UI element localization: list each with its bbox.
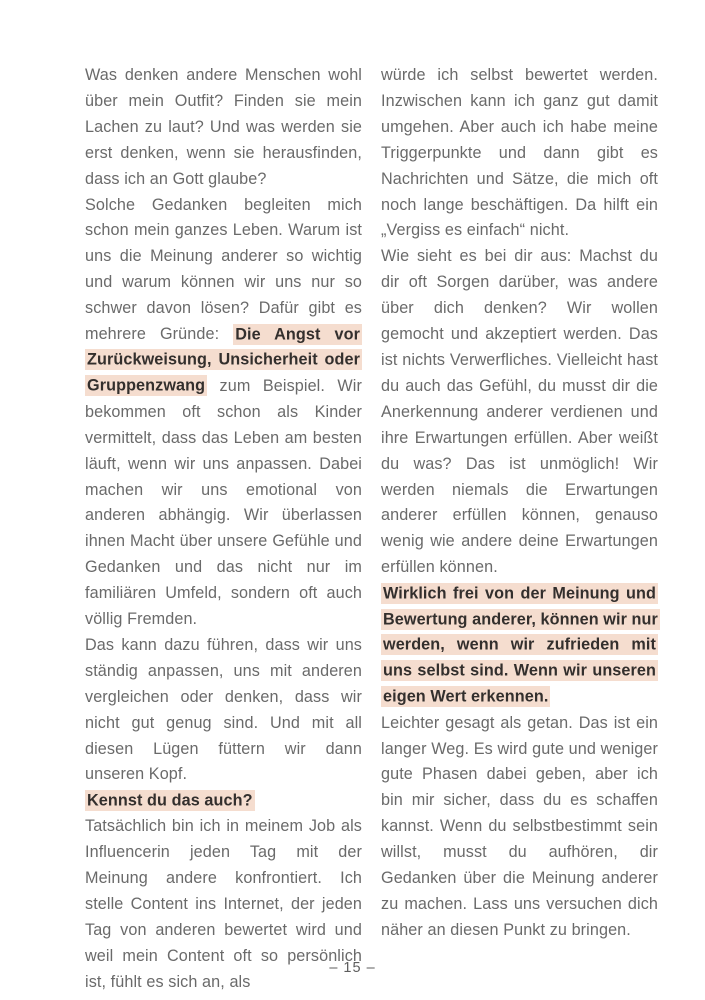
body-text: zum Beispiel. Wir bekommen oft schon als Kinder vermittelt, dass das Leben am besten läuft, wenn wir uns anpassen. Dabei machen wir uns emotional von anderen abhängig. Wir überlassen ihnen Macht über unsere Gefühle und Gedanken und das nicht nur im familiären Umfeld, sondern oft auch völlig Fremden.: [85, 376, 362, 629]
paragraph-wirklich-frei-highlight: [381, 581, 658, 711]
text-column-right: [381, 63, 658, 996]
paragraph-solche-gedanken: [85, 193, 362, 633]
highlighted-text: Kennst du das auch?: [87, 791, 253, 810]
highlighted-text: Die Angst vor Zurückweisung, Unsicherheit oder Gruppenzwang: [87, 325, 360, 395]
body-text: Tatsächlich bin ich in meinem Job als Influencerin jeden Tag mit der Meinung andere konfrontiert. Ich stelle Content ins Internet, der jeden Tag von anderen bewertet wird und weil mein Content oft so persönlich ist, fühlt es sich an, als: [85, 817, 362, 991]
body-text: Leichter gesagt als getan. Das ist ein langer Weg. Es wird gute und weniger gute Phasen dabei geben, aber ich bin mir sicher, dass du es schaffen kannst. Wenn du selbstbestimmt sein willst, musst du aufhören, dir Gedanken über die Meinung anderer zu machen. Lass uns versuchen dich näher an diesen Punkt zu bringen.: [381, 713, 658, 939]
heading-kennst-du-das-auch: [85, 788, 362, 814]
two-column-text-layout: [85, 63, 658, 996]
body-text: Solche Gedanken begleiten mich schon mein ganzes Leben. Warum ist uns die Meinung anderer so wichtig und warum können wir uns nur so schwer davon lösen? Dafür gibt es mehrere Gründe:: [85, 195, 362, 344]
body-text: würde ich selbst bewertet werden. Inzwischen kann ich ganz gut damit umgehen. Aber auch ich habe meine Triggerpunkte und dann gibt es Nachrichten und Sätze, die mich oft noch lange beschäftigen. Da hilft ein „Vergiss es einfach“ nicht.: [381, 66, 658, 240]
text-column-left: [85, 63, 362, 996]
paragraph-wie-sieht-es-bei-dir-aus: [381, 244, 658, 581]
paragraph-leichter-gesagt: [381, 711, 658, 944]
highlighted-text: Wirklich frei von der Meinung und Bewertung anderer, können wir nur werden, wenn wir zufrieden mit uns selbst sind. Wenn wir unseren eigen Wert erkennen.: [383, 584, 658, 706]
page-number: – 15 –: [329, 960, 376, 976]
paragraph-outfit-questions: [85, 63, 362, 193]
body-text: Was denken andere Menschen wohl über mein Outfit? Finden sie mein Lachen zu laut? Und was werden sie erst denken, wenn sie herausfinden, dass ich an Gott glaube?: [85, 66, 362, 188]
paragraph-selbst-bewertet: [381, 63, 658, 244]
paragraph-das-kann-dazu-fuehren: [85, 633, 362, 788]
body-text: Das kann dazu führen, dass wir uns ständig anpassen, uns mit anderen vergleichen oder denken, dass wir nicht gut genug sind. Und mit all diesen Lügen füttern wir dann unseren Kopf.: [85, 635, 362, 784]
body-text: Wie sieht es bei dir aus: Machst du dir oft Sorgen darüber, was andere über dich denken? Wir wollen gemocht und akzeptiert werden. Das ist nichts Verwerfliches. Vielleicht hast du auch das Gefühl, du musst dir die Anerkennung anderer verdienen und ihre Erwartungen erfüllen. Aber weißt du was? Das ist unmöglich! Wir werden niemals die Erwartungen anderer erfüllen können, genauso wenig wie andere deine Erwartungen erfüllen können.: [381, 247, 658, 577]
